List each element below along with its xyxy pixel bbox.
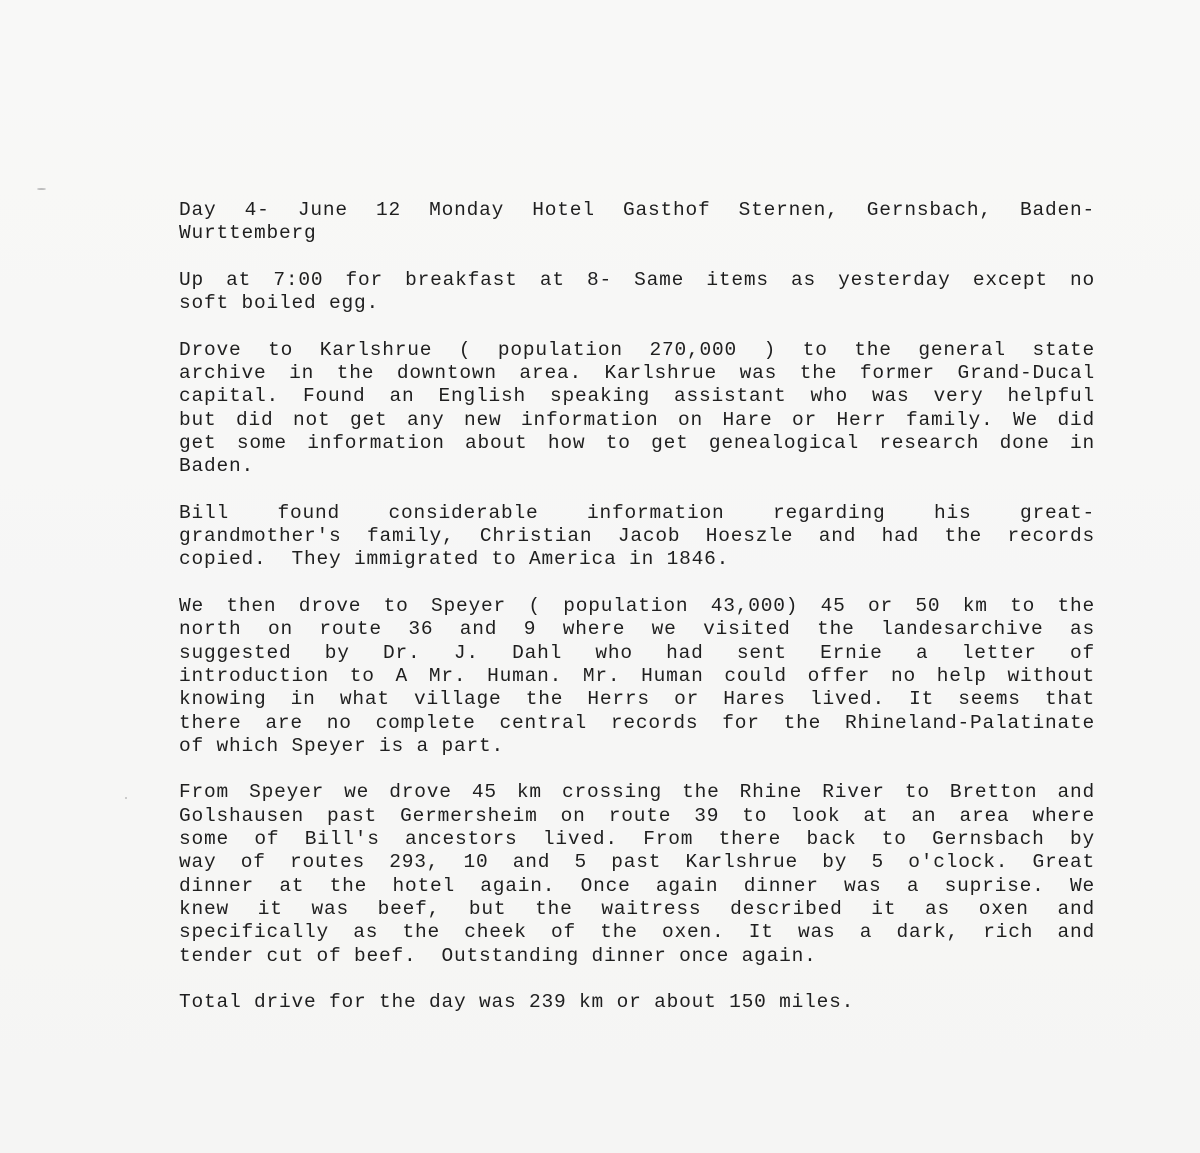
text-line: Bill found considerable information regarding his great- [179, 501, 1095, 524]
text-line: suggested by Dr. J. Dahl who had sent Ernie a letter of [179, 641, 1095, 664]
text-line: copied. They immigrated to America in 1846. [179, 548, 730, 571]
text-line: We then drove to Speyer ( population 43,000) 45 or 50 km to the [179, 595, 1095, 618]
text-line: Wurttemberg [179, 222, 317, 245]
text-line: knowing in what village the Herrs or Hares lived. It seems that [179, 688, 1095, 711]
text-line: way of routes 293, 10 and 5 past Karlshrue by 5 o'clock. Great [179, 851, 1095, 874]
text-line: Golshausen past Germersheim on route 39 to look at an area where [179, 804, 1095, 827]
text-line: specifically as the cheek of the oxen. It was a dark, rich and [179, 921, 1095, 944]
paragraph [179, 269, 1095, 316]
journal-text [179, 199, 1095, 1038]
text-line: dinner at the hotel again. Once again dinner was a suprise. We [179, 874, 1095, 897]
text-line: soft boiled egg. [179, 292, 380, 315]
paragraph [179, 781, 1095, 967]
text-line: some of Bill's ancestors lived. From there back to Gernsbach by [179, 828, 1095, 851]
text-line: Up at 7:00 for breakfast at 8- Same items as yesterday except no [179, 268, 1095, 291]
text-line: Day 4- June 12 Monday Hotel Gasthof Sternen, Gernsbach, Baden- [179, 199, 1095, 221]
text-line: of which Speyer is a part. [179, 734, 505, 757]
text-line: introduction to A Mr. Human. Mr. Human could offer no help without [179, 664, 1095, 687]
paragraph [179, 595, 1095, 758]
text-line: get some information about how to get genealogical research done in [179, 431, 1095, 454]
text-line: Total drive for the day was 239 km or about 150 miles. [179, 991, 855, 1014]
text-line: archive in the downtown area. Karlshrue was the former Grand-Ducal [179, 362, 1095, 385]
text-line: grandmother's family, Christian Jacob Hoeszle and had the records [179, 525, 1095, 548]
text-line: north on route 36 and 9 where we visited the landesarchive as [179, 618, 1095, 641]
text-line: Drove to Karlshrue ( population 270,000 ) to the general state [179, 338, 1095, 361]
paragraph [179, 502, 1095, 572]
paper-speck [125, 797, 127, 799]
paragraph [179, 339, 1095, 479]
text-line: but did not get any new information on Hare or Herr family. We did [179, 408, 1095, 431]
journal-heading [179, 199, 1095, 246]
paragraph [179, 991, 1095, 1014]
paper-speck [37, 188, 46, 190]
text-line: tender cut of beef. Outstanding dinner once again. [179, 944, 817, 967]
text-line: capital. Found an English speaking assistant who was very helpful [179, 385, 1095, 408]
text-line: there are no complete central records for the Rhineland-Palatinate [179, 711, 1095, 734]
text-line: Baden. [179, 455, 255, 478]
text-line: knew it was beef, but the waitress described it as oxen and [179, 897, 1095, 920]
text-line: From Speyer we drove 45 km crossing the Rhine River to Bretton and [179, 781, 1095, 804]
